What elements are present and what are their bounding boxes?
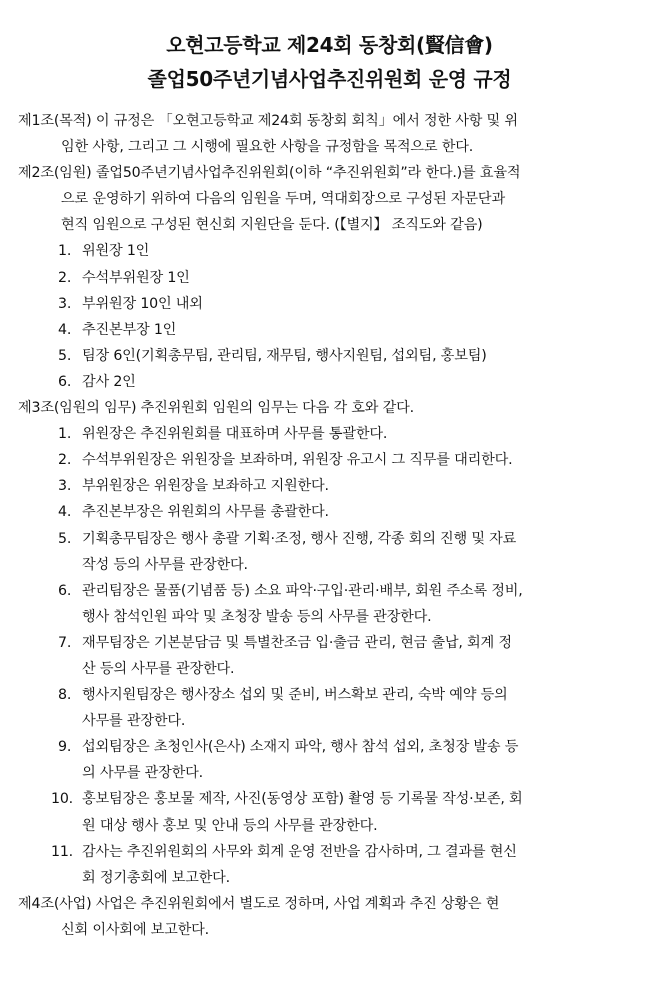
- list-item: [18, 578, 641, 630]
- article-3: [18, 395, 641, 421]
- item-text: 팀장 6인(기획총무팀, 관리팀, 재무팀, 행사지원팀, 섭외팀, 홍보팀): [82, 347, 487, 364]
- item-number: 5.: [58, 530, 72, 547]
- item-number: 9.: [58, 739, 72, 756]
- item-number: 1.: [58, 243, 72, 260]
- item-number: 4.: [58, 504, 72, 521]
- list-item: [18, 473, 641, 499]
- list-item: [18, 369, 641, 395]
- item-number: 3.: [58, 478, 72, 495]
- article-3-line1: 제3조(임원의 임무) 추진위원회 임원의 임무는 다음 각 호와 같다.: [18, 400, 414, 417]
- item-text: 위원장 1인: [82, 243, 150, 260]
- item-text-line2: 작성 등의 사무를 관장한다.: [82, 556, 248, 573]
- item-text-line2: 회 정기총회에 보고한다.: [82, 869, 230, 886]
- item-number: 6.: [58, 582, 72, 599]
- article-3-list: [18, 421, 641, 891]
- article-2-line1: 제2조(임원) 졸업50주년기념사업추진위원회(이하 “추진위원회”라 한다.)를 효율적: [18, 165, 521, 182]
- article-1-line1: 제1조(목적) 이 규정은 「오현고등학교 제24회 동창회 회칙」에서 정한 사항 및 위: [18, 113, 518, 129]
- list-item: [18, 447, 641, 473]
- item-number: 4.: [58, 321, 72, 338]
- item-text: 위원장은 추진위원회를 대표하며 사무를 통괄한다.: [82, 426, 388, 443]
- item-number: 11.: [51, 843, 73, 860]
- article-1: [18, 108, 641, 160]
- list-item: [18, 526, 641, 578]
- item-text: 수석부위원장은 위원장을 보좌하며, 위원장 유고시 그 직무를 대리한다.: [82, 452, 513, 469]
- document-title-line1: 오현고등학교 제24회 동창회(賢信會): [166, 33, 493, 57]
- item-text-line1: 섭외팀장은 초청인사(은사) 소재지 파악, 행사 참석 섭외, 초청장 발송 등: [82, 739, 519, 756]
- item-text: 부위원장 10인 내외: [82, 295, 203, 312]
- article-2-line3: 현직 임원으로 구성된 현신회 지원단을 둔다. (【별지】 조직도와 같음): [61, 217, 483, 234]
- item-text-line2: 원 대상 행사 홍보 및 안내 등의 사무를 관장한다.: [82, 817, 378, 834]
- list-item: [18, 291, 641, 317]
- item-text-line1: 홍보팀장은 홍보물 제작, 사진(동영상 포함) 촬영 등 기록물 작성·보존, 회: [82, 791, 523, 808]
- item-number: 5.: [58, 347, 72, 364]
- list-item: [18, 630, 641, 682]
- item-text: 추진본부장은 위원회의 사무를 총괄한다.: [82, 504, 329, 521]
- article-2: [18, 160, 641, 238]
- item-text: 추진본부장 1인: [82, 321, 177, 338]
- item-number: 8.: [58, 687, 72, 704]
- article-4-line1: 제4조(사업) 사업은 추진위원회에서 별도로 정하며, 사업 계획과 추진 상황은 현: [18, 895, 500, 912]
- list-item: [18, 238, 641, 264]
- list-item: [18, 786, 641, 838]
- item-text-line1: 재무팀장은 기본분담금 및 특별찬조금 입·출금 관리, 현금 출납, 회계 정: [82, 634, 512, 651]
- item-number: 6.: [58, 373, 72, 390]
- item-text-line2: 사무를 관장한다.: [82, 713, 186, 730]
- article-4-line2: 신회 이사회에 보고한다.: [61, 921, 209, 938]
- list-item: [18, 682, 641, 734]
- item-text-line1: 행사지원팀장은 행사장소 섭외 및 준비, 버스확보 관리, 숙박 예약 등의: [82, 687, 508, 704]
- item-text: 감사 2인: [82, 373, 136, 390]
- item-number: 3.: [58, 295, 72, 312]
- item-number: 10.: [51, 791, 73, 808]
- item-text: 부위원장은 위원장을 보좌하고 지원한다.: [82, 478, 329, 495]
- list-item: [18, 734, 641, 786]
- item-text-line2: 행사 참석인원 파악 및 초청장 발송 등의 사무를 관장한다.: [82, 608, 432, 625]
- item-number: 1.: [58, 426, 72, 443]
- list-item: [18, 317, 641, 343]
- item-number: 2.: [58, 269, 72, 286]
- item-text-line2: 산 등의 사무를 관장한다.: [82, 660, 235, 677]
- list-item: [18, 839, 641, 891]
- list-item: [18, 343, 641, 369]
- article-1-line2: 임한 사항, 그리고 그 시행에 필요한 사항을 규정함을 목적으로 한다.: [61, 139, 474, 156]
- item-text-line1: 감사는 추진위원회의 사무와 회계 운영 전반을 감사하며, 그 결과를 현신: [82, 843, 517, 860]
- item-number: 7.: [58, 634, 72, 651]
- list-item: [18, 421, 641, 447]
- item-text: 수석부위원장 1인: [82, 269, 190, 286]
- article-4: [18, 891, 641, 943]
- list-item: [18, 265, 641, 291]
- article-2-list: [18, 238, 641, 395]
- article-2-line2: 으로 운영하기 위하여 다음의 임원을 두며, 역대회장으로 구성된 자문단과: [61, 191, 505, 208]
- document-title-line2: 졸업50주년기념사업추진위원회 운영 규정: [147, 67, 512, 91]
- item-text-line1: 관리팀장은 물품(기념품 등) 소요 파악·구입·관리·배부, 회원 주소록 정비,: [82, 582, 523, 599]
- item-text-line1: 기획총무팀장은 행사 총괄 기획·조정, 행사 진행, 각종 회의 진행 및 자료: [82, 530, 517, 547]
- item-text-line2: 의 사무를 관장한다.: [82, 765, 203, 782]
- list-item: [18, 499, 641, 525]
- item-number: 2.: [58, 452, 72, 469]
